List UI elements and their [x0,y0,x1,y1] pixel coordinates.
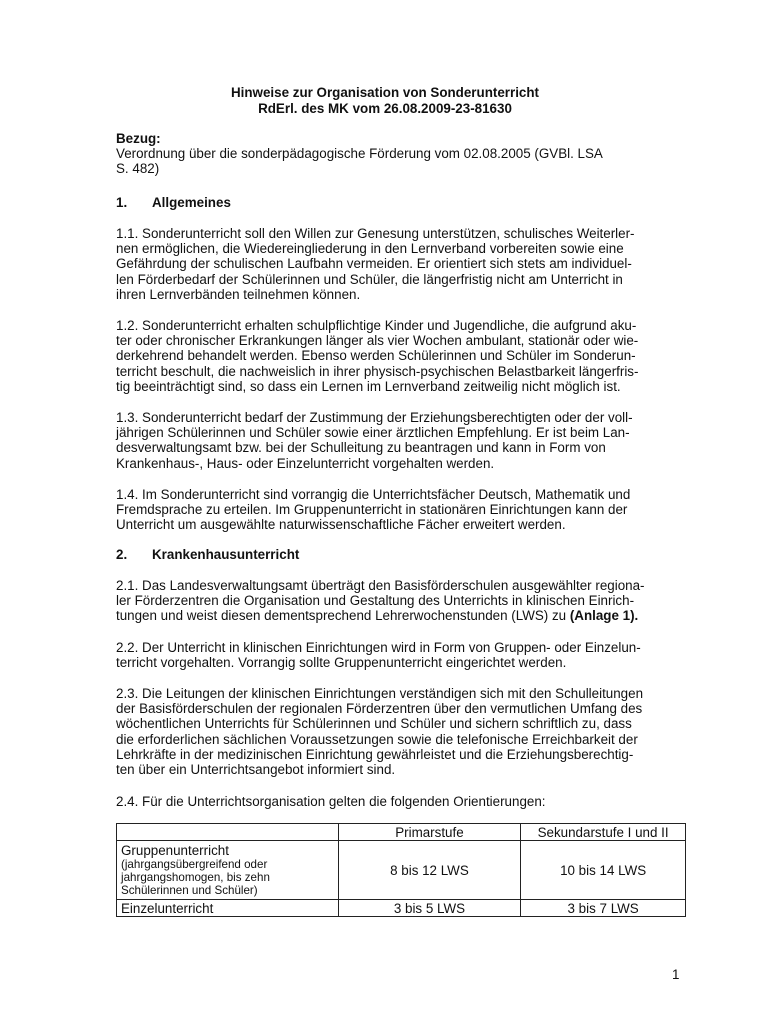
paragraph-2-1 [116,578,676,624]
section-number: 2. [116,547,128,562]
text-line: Krankenhaus-, Haus- oder Einzelunterricht vorgehalten werden. [116,455,495,471]
text-line: 2.3. Die Leitungen der klinischen Einrichtungen verständigen sich mit den Schulleitungen [116,686,644,701]
table-cell: 8 bis 12 LWS [338,841,521,900]
table-row [117,841,686,900]
text-line: 2.2. Der Unterricht in klinischen Einrichtungen wird in Form von Gruppen- oder Einzelun- [116,640,641,655]
text-line: Fremdsprache zu erteilen. Im Gruppenunterricht in stationären Einrichtungen kann der [116,502,628,518]
page-number: 1 [672,967,680,982]
text-fragment: tungen und weist diesen dementsprechend Lehrerwochenstunden (LWS) zu [116,608,570,624]
text-line: ter oder chronischer Erkrankungen länger als vier Wochen ambulant, stationär oder wie- [116,333,639,349]
paragraph-1-3 [116,410,676,471]
table-header-row [117,824,686,841]
section-1-heading [116,195,231,211]
paragraph-1-1 [116,226,676,302]
text-line: Lehrkräfte in der medizinischen Einrichtung gewährleistet und die Erziehungsberechtig- [116,746,634,762]
row-sublabel: (jahrgangsübergreifend oder [121,858,268,871]
text-line: ihren Lernverbänden teilnehmen können. [116,286,361,302]
text-line: die erforderlichen sächlichen Voraussetzungen sowie die telefonische Erreichbarkeit der [116,731,638,747]
paragraph-1-2 [116,318,676,394]
text-line: der Basisförderschulen der regionalen Förderzentren über den vermutlichen Umfang des [116,701,643,717]
bezug-line: S. 482) [116,161,160,177]
text-line: len Förderbedarf der Schülerinnen und Schüler, die längerfristig nicht am Unterricht in [116,271,623,287]
paragraph-2-2 [116,640,676,670]
row-sublabel: jahrgangshomogen, bis zehn [121,871,270,884]
text-line: ten über ein Unterrichtsangebot informiert sind. [116,762,396,778]
text-line: Gefährdung der schulischen Laufbahn vermeiden. Er orientiert sich stets am individuel- [116,256,632,272]
text-line: terricht beschult, die nachweislich in ihrer physisch-psychischen Belastbarkeit längerfris- [116,363,639,379]
table-cell: 3 bis 7 LWS [521,900,686,917]
text-line: Unterricht um ausgewählte naturwissenschaftliche Fächer erweitert werden. [116,517,566,533]
text-line: 1.2. Sonderunterricht erhalten schulpflichtige Kinder und Jugendliche, die aufgrund aku- [116,318,637,333]
title-line-2: RdErl. des MK vom 26.08.2009-23-81630 [258,101,512,116]
anlage-reference: (Anlage 1). [569,608,639,624]
text-line: ler Förderzentren die Organisation und Gestaltung des Unterrichts in klinischen Einrich- [116,593,635,609]
title-line-1: Hinweise zur Organisation von Sonderunterricht [230,85,540,100]
table-cell: 10 bis 14 LWS [521,841,686,900]
text-line: desverwaltungsamt bzw. bei der Schulleitung zu beantragen und kann in Form von [116,440,606,456]
bezug-label: Bezug: [116,131,161,146]
text-line: 2.1. Das Landesverwaltungsamt überträgt den Basisförderschulen ausgewählter regiona- [116,578,645,593]
text-line: 1.1. Sonderunterricht soll den Willen zur Genesung unterstützen, schulisches Weiterler- [116,226,635,241]
text-line: wöchentlichen Unterrichts für Schülerinnen und Schüler und sichern schriftlich zu, dass [116,716,632,732]
table-header-cell [117,824,339,841]
text-line: nen ermöglichen, die Wiedereingliederung in den Lernverband vorbereiten sowie eine [116,241,624,257]
bezug-line: Verordnung über die sonderpädagogische Förderung vom 02.08.2005 (GVBl. LSA [116,146,603,162]
text-line [116,608,676,623]
text-line: 2.4. Für die Unterrichtsorganisation gelten die folgenden Orientierungen: [116,794,546,809]
table-cell: 3 bis 5 LWS [338,900,521,917]
orientation-table [116,823,686,917]
text-line: jährigen Schülerinnen und Schüler sowie einer ärztlichen Empfehlung. Er ist beim Lan- [116,425,630,441]
section-title: Allgemeines [152,195,231,210]
paragraph-2-3 [116,686,676,777]
paragraph-1-4 [116,487,676,533]
document-title [0,85,770,117]
section-number: 1. [116,195,128,210]
section-title: Krankenhausunterricht [152,547,300,562]
text-line: terricht vorgehalten. Vorrangig sollte Gruppenunterricht eingerichtet werden. [116,655,567,671]
table-header-cell: Primarstufe [338,824,521,841]
text-line: 1.3. Sonderunterricht bedarf der Zustimmung der Erziehungsberechtigten oder der voll- [116,410,633,425]
text-line: 1.4. Im Sonderunterricht sind vorrangig die Unterrichtsfächer Deutsch, Mathematik und [116,487,631,502]
table-cell-label: Einzelunterricht [117,900,339,917]
table-row [117,900,686,917]
table-header-cell: Sekundarstufe I und II [521,824,686,841]
text-line: derkehrend behandelt werden. Ebenso werden Schülerinnen und Schüler im Sonderun- [116,348,636,364]
row-label: Gruppenunterricht [121,843,229,858]
table-cell-label [117,841,339,900]
paragraph-2-4 [116,794,676,809]
text-line: tig beeinträchtigt sind, so dass ein Lernen im Lernverband zeitweilig nicht möglich ist. [116,378,621,394]
row-sublabel: Schülerinnen und Schüler) [121,884,258,897]
bezug-block [116,131,676,177]
section-2-heading [116,547,299,563]
